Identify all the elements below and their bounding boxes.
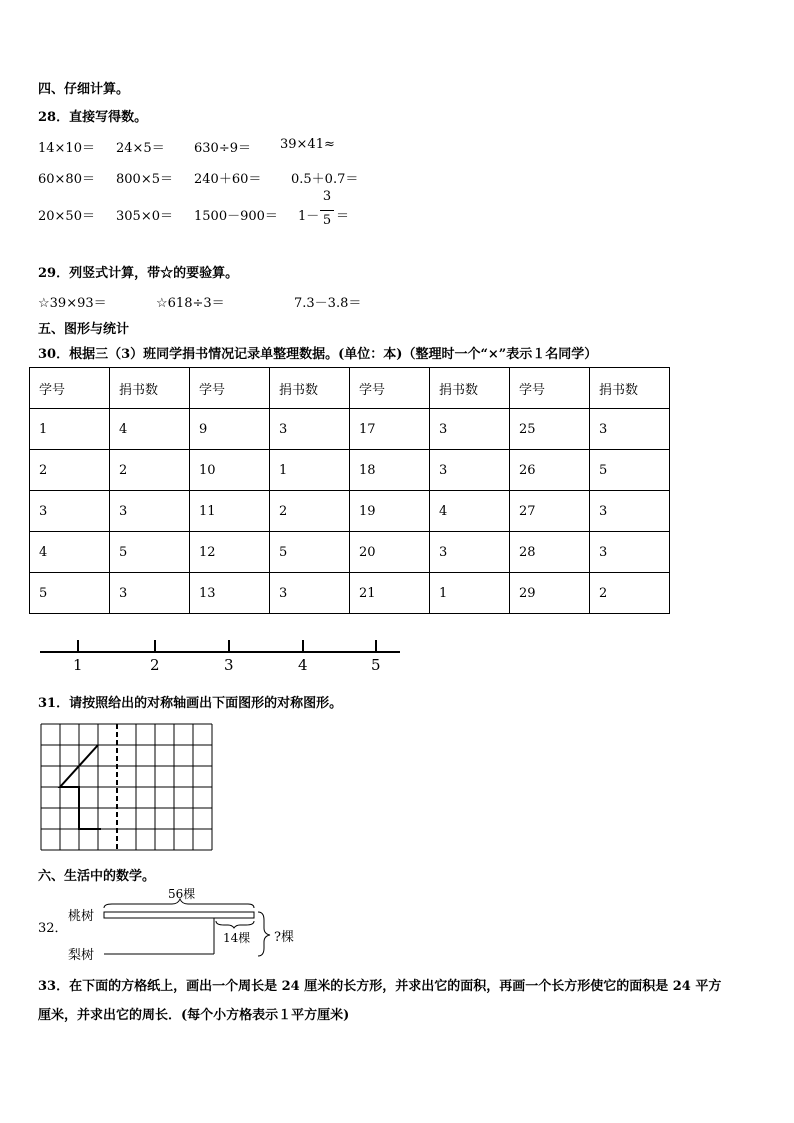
diff-label: 14棵 bbox=[223, 931, 251, 945]
header-cell: 学号 bbox=[350, 368, 430, 409]
table-row bbox=[30, 409, 670, 450]
table-cell: 3 bbox=[590, 532, 670, 573]
table-cell: 3 bbox=[430, 532, 510, 573]
q28-item: 24×5＝ bbox=[116, 141, 165, 156]
q29-item: ☆618÷3＝ bbox=[156, 296, 225, 311]
line-segment-diagram bbox=[98, 898, 278, 960]
right-brace bbox=[258, 912, 270, 956]
diff-brace bbox=[216, 921, 254, 928]
table-cell: 28 bbox=[510, 532, 590, 573]
frac-numerator: 3 bbox=[322, 189, 332, 204]
header-cell: 捐书数 bbox=[270, 368, 350, 409]
q28-item: 630÷9＝ bbox=[194, 141, 251, 156]
table-cell: 19 bbox=[350, 491, 430, 532]
table-cell: 5 bbox=[30, 573, 110, 614]
table-cell: 3 bbox=[590, 409, 670, 450]
frac-prefix: 1－ bbox=[298, 209, 320, 224]
table-cell: 4 bbox=[30, 532, 110, 573]
table-cell: 9 bbox=[190, 409, 270, 450]
table-cell: 5 bbox=[590, 450, 670, 491]
label-pear: 梨树 bbox=[68, 948, 95, 963]
peach-bar bbox=[104, 912, 254, 918]
table-row bbox=[30, 532, 670, 573]
table-cell: 4 bbox=[110, 409, 190, 450]
fraction-expression bbox=[298, 205, 319, 224]
q33-line1: 33．在下面的方格纸上，画出一个周长是 24 厘米的长方形，并求出它的面积，再画一个长方形使它的面积是 24 平方 bbox=[38, 979, 722, 994]
axis-label: 5 bbox=[371, 656, 381, 674]
header-cell: 学号 bbox=[190, 368, 270, 409]
q29-item: 7.3－3.8＝ bbox=[294, 296, 362, 311]
q33-line2: 厘米，并求出它的周长．(每个小方格表示１平方厘米) bbox=[38, 1008, 350, 1023]
table-cell: 25 bbox=[510, 409, 590, 450]
header-cell: 学号 bbox=[30, 368, 110, 409]
table-cell: 3 bbox=[590, 491, 670, 532]
q28-title: 28．直接写得数。 bbox=[38, 110, 148, 125]
table-cell: 3 bbox=[430, 450, 510, 491]
q28-item: 14×10＝ bbox=[38, 141, 95, 156]
header-cell: 捐书数 bbox=[110, 368, 190, 409]
table-cell: 2 bbox=[110, 450, 190, 491]
q28-item: 20×50＝ bbox=[38, 209, 95, 224]
table-cell: 3 bbox=[270, 409, 350, 450]
donation-table bbox=[29, 367, 670, 614]
table-cell: 3 bbox=[110, 573, 190, 614]
table-cell: 3 bbox=[270, 573, 350, 614]
table-cell: 26 bbox=[510, 450, 590, 491]
symmetry-grid bbox=[40, 723, 214, 853]
section6-title: 六、生活中的数学。 bbox=[38, 869, 156, 884]
header-cell: 捐书数 bbox=[590, 368, 670, 409]
q28-item: 0.5＋0.7＝ bbox=[291, 172, 359, 187]
label-peach: 桃树 bbox=[68, 909, 95, 924]
table-cell: 3 bbox=[110, 491, 190, 532]
table-cell: 2 bbox=[270, 491, 350, 532]
q28-item: 240＋60＝ bbox=[194, 172, 262, 187]
q28-item: 60×80＝ bbox=[38, 172, 95, 187]
table-cell: 5 bbox=[110, 532, 190, 573]
table-cell: 1 bbox=[30, 409, 110, 450]
table-cell: 13 bbox=[190, 573, 270, 614]
header-cell: 捐书数 bbox=[430, 368, 510, 409]
fraction-bar bbox=[320, 210, 334, 211]
table-cell: 21 bbox=[350, 573, 430, 614]
table-cell: 1 bbox=[430, 573, 510, 614]
q29-title: 29．列竖式计算，带☆的要验算。 bbox=[38, 266, 239, 281]
table-cell: 10 bbox=[190, 450, 270, 491]
table-cell: 11 bbox=[190, 491, 270, 532]
header-cell: 学号 bbox=[510, 368, 590, 409]
table-cell: 17 bbox=[350, 409, 430, 450]
q28-item: 800×5＝ bbox=[116, 172, 173, 187]
table-header-row bbox=[30, 368, 670, 409]
table-cell: 27 bbox=[510, 491, 590, 532]
tally-axis bbox=[38, 636, 404, 676]
table-cell: 18 bbox=[350, 450, 430, 491]
section5-title: 五、图形与统计 bbox=[38, 322, 130, 337]
q28-item: 1500－900＝ bbox=[194, 209, 278, 224]
q28-item: 305×0＝ bbox=[116, 209, 173, 224]
q31-title: 31．请按照给出的对称轴画出下面图形的对称图形。 bbox=[38, 696, 343, 711]
table-cell: 2 bbox=[30, 450, 110, 491]
table-cell: 5 bbox=[270, 532, 350, 573]
table-cell: 3 bbox=[430, 409, 510, 450]
section4-title: 四、仔细计算。 bbox=[38, 82, 130, 97]
q29-item: ☆39×93＝ bbox=[38, 296, 107, 311]
axis-label: 1 bbox=[73, 656, 83, 674]
total-label: 56棵 bbox=[168, 887, 196, 901]
axis-label: 2 bbox=[150, 656, 160, 674]
frac-suffix: ＝ bbox=[336, 209, 350, 224]
table-cell: 29 bbox=[510, 573, 590, 614]
q32-number: 32． bbox=[38, 921, 68, 936]
total-brace bbox=[104, 899, 254, 908]
table-cell: 20 bbox=[350, 532, 430, 573]
table-cell: 1 bbox=[270, 450, 350, 491]
frac-denominator: 5 bbox=[322, 213, 332, 228]
table-row bbox=[30, 573, 670, 614]
table-row bbox=[30, 491, 670, 532]
axis-label: 3 bbox=[224, 656, 234, 674]
question-label: ?棵 bbox=[274, 930, 294, 945]
table-cell: 4 bbox=[430, 491, 510, 532]
axis-label: 4 bbox=[298, 656, 308, 674]
q28-item: 39×41≈ bbox=[280, 137, 335, 152]
q30-title: 30．根据三（3）班同学捐书情况记录单整理数据。(单位：本)（整理时一个“×”表示１名同学） bbox=[38, 347, 598, 362]
table-cell: 3 bbox=[30, 491, 110, 532]
table-cell: 2 bbox=[590, 573, 670, 614]
table-cell: 12 bbox=[190, 532, 270, 573]
table-row bbox=[30, 450, 670, 491]
